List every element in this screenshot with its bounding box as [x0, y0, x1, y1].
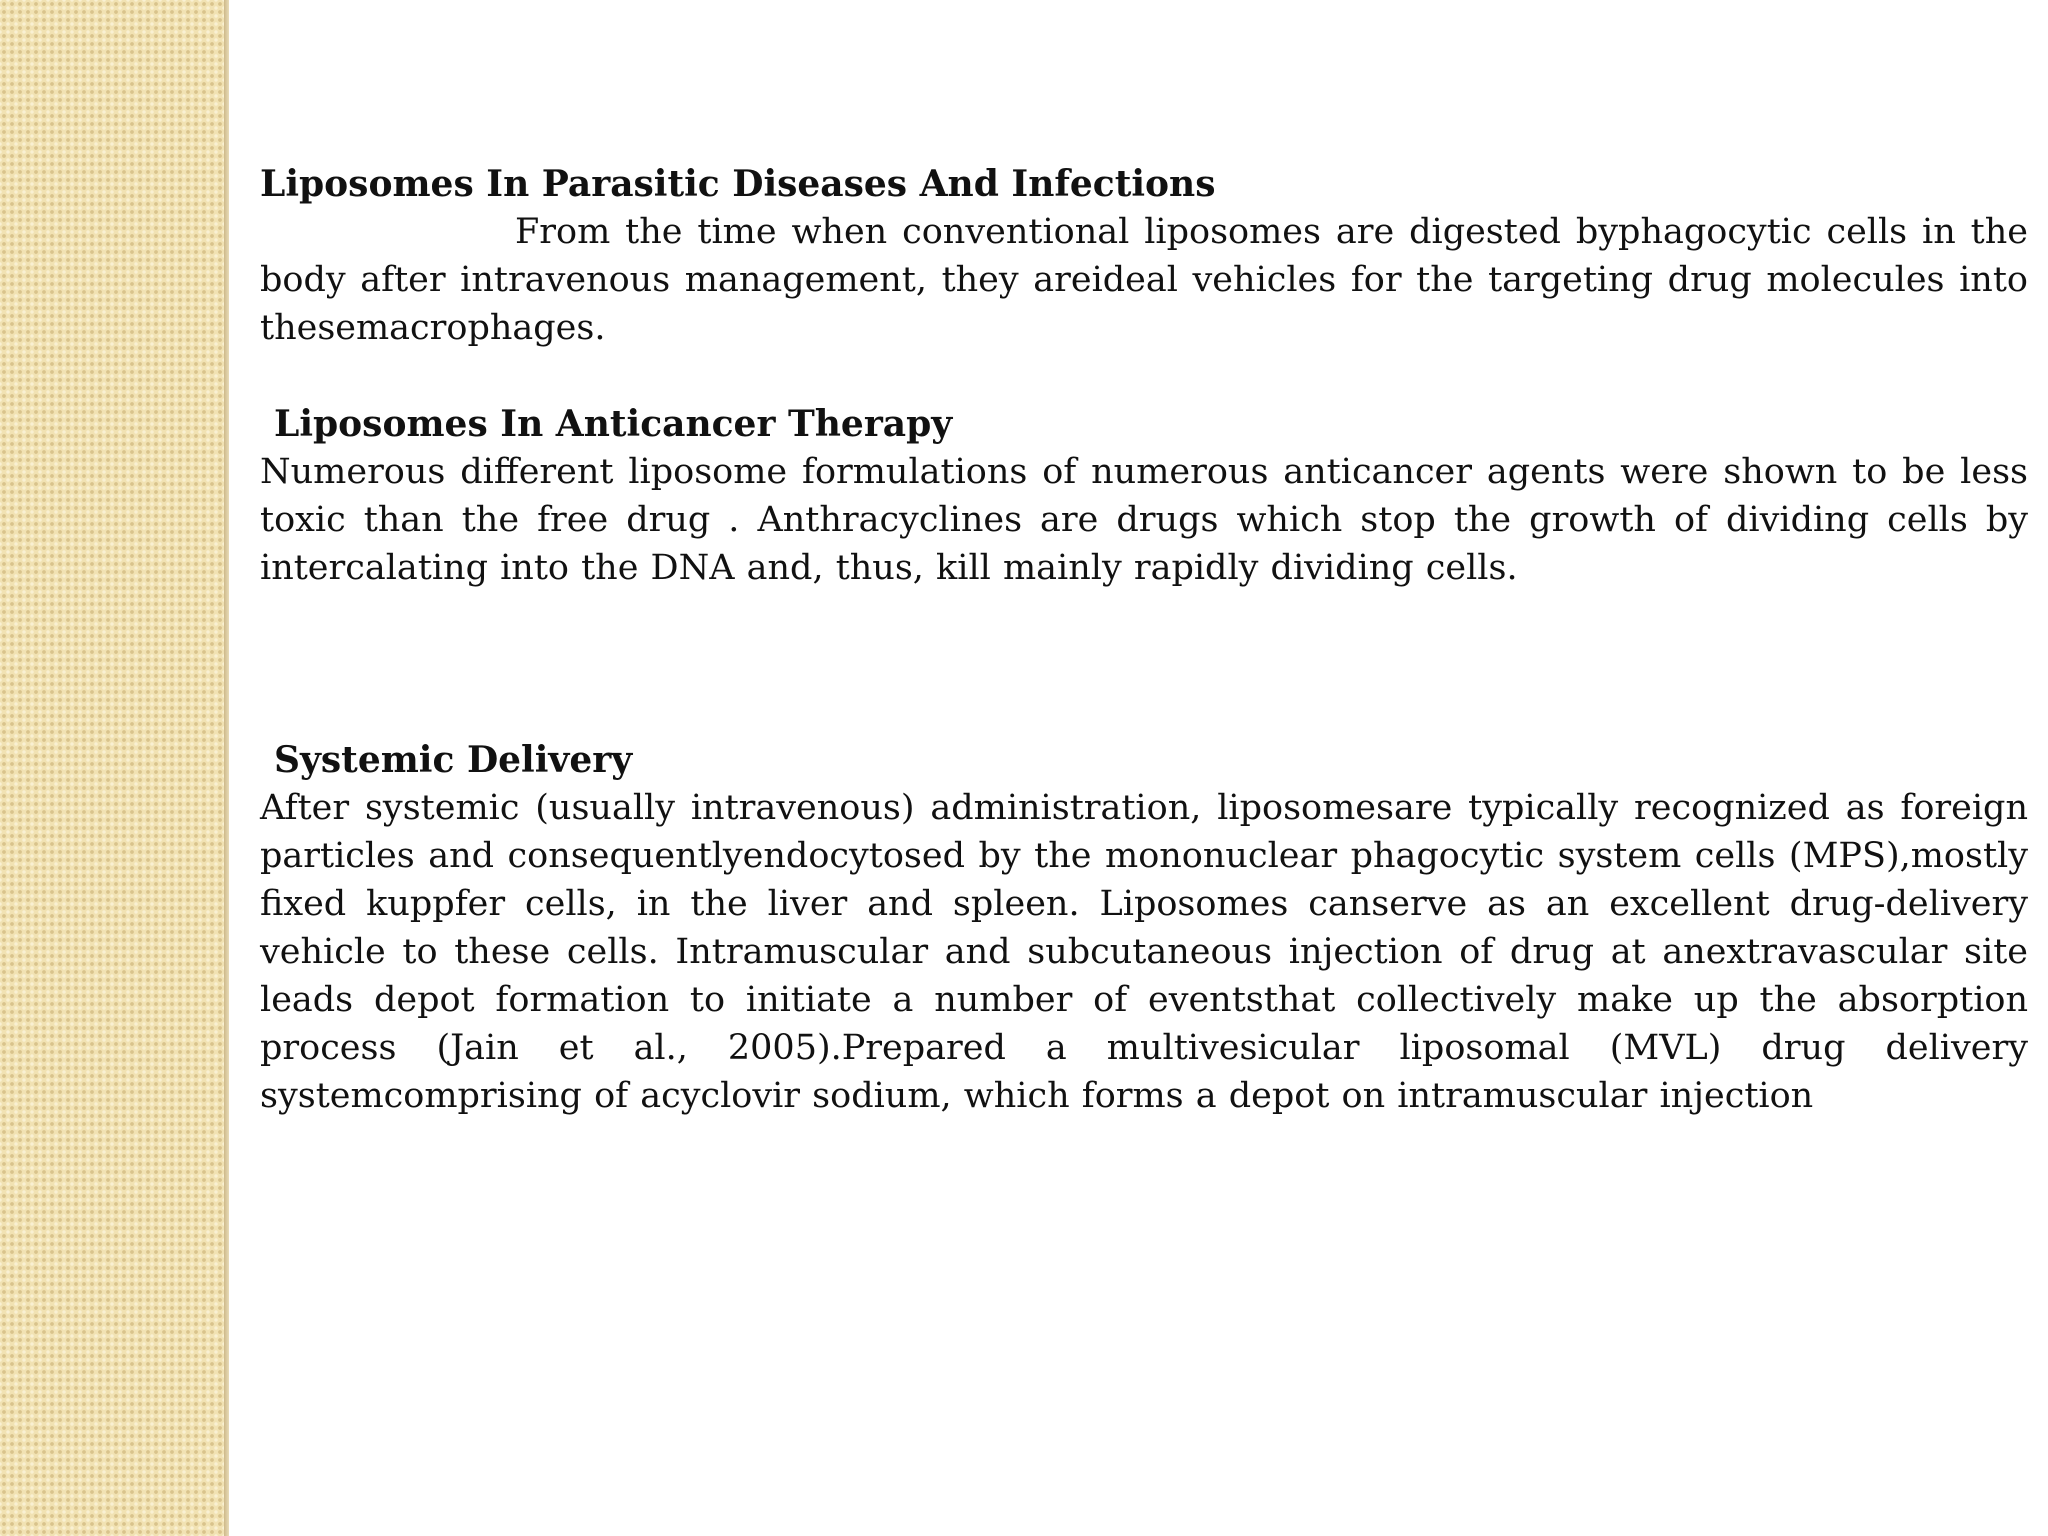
section-parasitic-diseases	[260, 160, 2028, 352]
decorative-side-band	[0, 0, 224, 1536]
section-heading: Systemic Delivery	[274, 739, 633, 781]
side-band-edge	[224, 0, 229, 1536]
section-anticancer-therapy	[260, 400, 2028, 592]
section-systemic-delivery	[260, 736, 2028, 1120]
spacer	[260, 352, 2028, 400]
section-body: Numerous different liposome formulations of numerous anticancer agents were shown to be less toxic than the free drug . Anthracyclines are drugs which stop the growth of dividing cells by intercalating into the DNA and, thus, kill mainly rapidly dividing cells.	[260, 452, 2028, 588]
section-heading: Liposomes In Anticancer Therapy	[274, 403, 953, 445]
section-body: From the time when conventional liposomes are digested byphagocytic cells in the body after intravenous management, they areideal vehicles for the targeting drug molecules into thesemacrophages.	[260, 212, 2028, 348]
slide-content	[260, 160, 2028, 1120]
section-body: After systemic (usually intravenous) administration, liposomesare typically recognized as foreign particles and consequentlyendocytosed by the mononuclear phagocytic system cells (MPS),mostly fixed kuppfer cells, in the liver and spleen. Liposomes canserve as an excellent drug-delivery vehicle to these cells. Intramuscular and subcutaneous injection of drug at anextravascular site leads depot formation to initiate a number of eventsthat collectively make up the absorption process (Jain et al., 2005).Prepared a multivesicular liposomal (MVL) drug delivery systemcomprising of acyclovir sodium, which forms a depot on intramuscular injection	[260, 788, 2028, 1116]
section-heading: Liposomes In Parasitic Diseases And Infections	[260, 163, 1216, 205]
spacer	[260, 592, 2028, 736]
